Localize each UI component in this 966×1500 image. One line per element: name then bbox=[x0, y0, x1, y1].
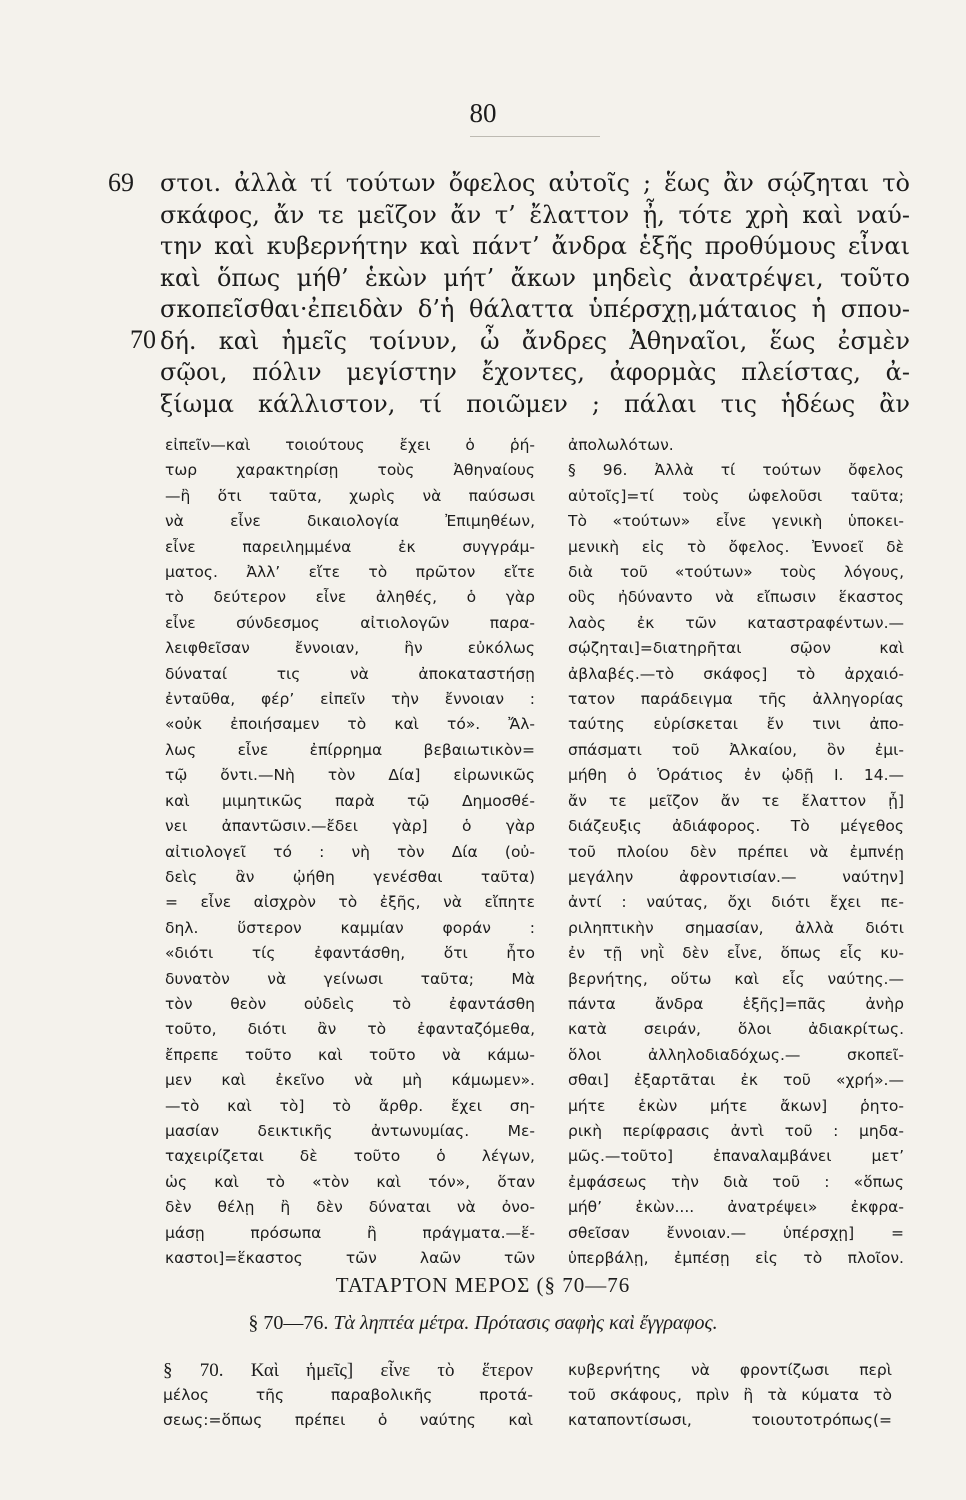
commentary-line: λαὸς ἐκ τῶν καταστραφέντων.— bbox=[568, 613, 904, 632]
commentary-line: καὶ μιμητικῶς παρὰ τῷ Δημοσθέ- bbox=[165, 791, 535, 810]
commentary-line: εἰπεῖν—καὶ τοιούτους ἔχει ὁ ῥή- bbox=[165, 436, 535, 454]
commentary-line: ρικὴ περίφρασις ἀντὶ τοῦ : μηδα- bbox=[568, 1121, 904, 1140]
commentary-line: δυνατὸν νὰ γείνωσι ταῦτα; Μὰ bbox=[165, 969, 535, 988]
commentary-line: τὸν θεὸν οὐδεὶς τὸ ἐφαντάσθη bbox=[165, 994, 535, 1013]
commentary-line: καταποντίσωσι, τοιουτοτρόπως(= bbox=[568, 1411, 892, 1429]
commentary-line: ταύτης εὑρίσκεται ἔν τινι ἀπο- bbox=[568, 715, 904, 734]
commentary-line: Τὸ «τούτων» εἶνε γενικὴ ὑποκει- bbox=[568, 512, 904, 531]
commentary-line: ὡς καὶ τὸ «τὸν καὶ τόν», ὅταν bbox=[165, 1172, 535, 1191]
commentary-line: μήτε ἑκὼν μήτε ἄκων] ῥητο- bbox=[568, 1096, 904, 1115]
section-subtitle: Τὰ ληπτέα μέτρα. Πρότασις σαφὴς καὶ ἔγγραφος. bbox=[333, 1312, 718, 1334]
commentary-line: σπάσματι τοῦ Ἀλκαίου, ὃν ἐμι- bbox=[568, 740, 904, 759]
commentary-right-column bbox=[568, 433, 904, 1271]
commentary-line: κυβερνήτης νὰ φροντίζωσι περὶ bbox=[568, 1361, 892, 1379]
commentary-line: σθαι] ἐξαρτᾶται ἐκ τοῦ «χρή».— bbox=[568, 1071, 904, 1090]
commentary-line: ματος. Ἀλλ’ εἴτε τὸ πρῶτον εἴτε bbox=[165, 563, 535, 582]
commentary-line: νει ἀπαντῶσιν.—ἔδει γὰρ] ὁ γὰρ bbox=[165, 817, 535, 836]
verse-number-70: 70 bbox=[130, 325, 156, 354]
commentary-line: τοῦ σκάφους, πρὶν ἢ τὰ κύματα τὸ bbox=[568, 1386, 892, 1404]
commentary-line: σθεῖσαν ἔννοιαν.— ὑπέρσχῃ] = bbox=[568, 1223, 904, 1242]
commentary-line: ἀβλαβές.—τὸ σκάφος] τὸ ἀρχαιό- bbox=[568, 664, 904, 683]
verse-number-69: 69 bbox=[108, 168, 134, 197]
commentary-line: μάσῃ πρόσωπα ἢ πράγματα.—ἕ- bbox=[165, 1223, 535, 1242]
commentary-line: αὐτοῖς]=τί τοὺς ὠφελοῦσι ταῦτα; bbox=[568, 486, 904, 505]
commentary-line: τοῦτο, διότι ἂν τὸ ἐφανταζόμεθα, bbox=[165, 1020, 535, 1039]
commentary-line: βερνήτης, οὕτω καὶ εἷς ναύτης.— bbox=[568, 969, 904, 988]
commentary-line: § 70. Καὶ ἡμεῖς] εἶνε τὸ ἕτερον bbox=[163, 1360, 533, 1381]
commentary-line: εἶνε σύνδεσμος αἰτιολογῶν παρα- bbox=[165, 613, 535, 632]
commentary-line: ταχειρίζεται δὲ τοῦτο ὁ λέγων, bbox=[165, 1147, 535, 1166]
commentary-line: οὓς ἠδύναντο νὰ εἴπωσιν ἕκαστος bbox=[568, 588, 904, 607]
commentary-line: κατὰ σειράν, ὅλοι ἀδιακρίτως. bbox=[568, 1020, 904, 1039]
page-number-rule bbox=[470, 136, 600, 137]
main-text-line: δή. καὶ ἡμεῖς τοίνυν, ὦ ἄνδρες Ἀθηναῖοι, ἕως ἐσμὲν bbox=[160, 326, 910, 355]
commentary-line: μενικὴ εἰς τὸ ὄφελος. Ἐννοεῖ δὲ bbox=[568, 537, 904, 556]
commentary-line: αἰτιολογεῖ τό : νὴ τὸν Δία (οὐ- bbox=[165, 842, 535, 861]
commentary-line: ἀπολωλότων. bbox=[568, 436, 674, 454]
main-text-line: σκοπεῖσθαι·ἐπειδὰν δ’ἡ θάλαττα ὑπέρσχῃ,μάταιος ἡ σπου- bbox=[160, 295, 910, 323]
main-text-line: στοι. ἀλλὰ τί τούτων ὄφελος αὐτοῖς ; ἕως ἂν σῴζηται τὸ bbox=[160, 169, 910, 197]
commentary-line: δύναταί τις νὰ ἀποκαταστήσῃ bbox=[165, 664, 535, 683]
commentary-line: δὲν θέλῃ ἢ δὲν δύναται νὰ ὀνο- bbox=[165, 1198, 535, 1217]
commentary-bottom-right bbox=[568, 1358, 892, 1433]
commentary-line: «διότι τίς ἐφαντάσθη, ὅτι ἦτο bbox=[165, 944, 535, 963]
commentary-line: ὑπερβάλῃ, ἐμπέσῃ εἰς τὸ πλοῖον. bbox=[568, 1249, 904, 1267]
commentary-line: ἀντί : ναύτας, ὄχι διότι ἔχει πε- bbox=[568, 893, 904, 912]
commentary-line: = εἶνε αἰσχρὸν τὸ ἐξῆς, νὰ εἴπητε bbox=[165, 893, 535, 912]
commentary-line: νὰ εἶνε δικαιολογία Ἐπιμηθέων, bbox=[165, 512, 535, 531]
commentary-line: δηλ. ὕστερον καμμίαν φοράν : bbox=[165, 918, 535, 937]
commentary-line: § 96. Ἀλλὰ τί τούτων ὄφελος bbox=[568, 461, 904, 480]
commentary-line: μασίαν δεικτικῆς ἀντωνυμίας. Με- bbox=[165, 1121, 535, 1140]
commentary-line: διάζευξις ἀδιάφορος. Τὸ μέγεθος bbox=[568, 817, 904, 836]
commentary-line: πάντα ἄνδρα ἑξῆς]=πᾶς ἀνὴρ bbox=[568, 994, 904, 1013]
commentary-line: τατον παράδειγμα τῆς ἀλληγορίας bbox=[568, 690, 904, 709]
commentary-bottom-left bbox=[163, 1358, 533, 1433]
commentary-line: τωρ χαρακτηρίσῃ τοὺς Ἀθηναίους bbox=[165, 461, 535, 480]
commentary-line: —ἢ ὅτι ταῦτα, χωρὶς νὰ παύσωσι bbox=[165, 486, 535, 505]
commentary-left-column bbox=[165, 433, 535, 1271]
main-text-line: την καὶ κυβερνήτην καὶ πάντ’ ἄνδρα ἑξῆς προθύμους εἶναι bbox=[160, 232, 910, 260]
main-text-line: ξίωμα κάλλιστον, τί ποιῶμεν ; πάλαι τις ἡδέως ἂν bbox=[160, 389, 910, 418]
main-text-line: σῷοι, πόλιν μεγίστην ἔχοντες, ἀφορμὰς πλείστας, ἀ- bbox=[160, 358, 910, 386]
commentary-line: τῷ ὄντι.—Νὴ τὸν Δία] εἰρωνικῶς bbox=[165, 766, 535, 785]
section-heading: ΤΑΤΑΡΤΟΝ ΜΕΡΟΣ (§ 70—76 bbox=[335, 1273, 631, 1297]
commentary-line: σῴζηται]=διατηρῆται σῷον καὶ bbox=[568, 639, 904, 658]
commentary-line: ἐν τῇ νηῒ δὲν εἶνε, ὅπως εἷς κυ- bbox=[568, 944, 904, 963]
commentary-line: δεὶς ἂν ᾠήθη γενέσθαι ταῦτα) bbox=[165, 867, 535, 886]
commentary-line: εἶνε παρειλημμένα ἐκ συγγράμ- bbox=[165, 537, 535, 556]
section-subheading bbox=[0, 1312, 966, 1335]
commentary-line: «οὐκ ἐποιήσαμεν τὸ καὶ τό». Ἄλ- bbox=[165, 715, 535, 734]
commentary-line: τὸ δεύτερον εἶνε ἀληθές, ὁ γὰρ bbox=[165, 588, 535, 607]
commentary-line: καστοι]=ἕκαστος τῶν λαῶν τῶν bbox=[165, 1249, 535, 1267]
commentary-line: —τὸ καὶ τὸ] τὸ ἄρθρ. ἔχει ση- bbox=[165, 1096, 535, 1115]
commentary-line: τοῦ πλοίου δὲν πρέπει νὰ ἐμπνέῃ bbox=[568, 842, 904, 861]
main-text-line: σκάφος, ἄν τε μεῖζον ἄν τ’ ἔλαττον ᾖ, τότε χρὴ καὶ ναύ- bbox=[160, 200, 910, 229]
main-text-line: καὶ ὅπως μήθ’ ἑκὼν μήτ’ ἄκων μηδεὶς ἀνατρέψει, τοῦτο bbox=[160, 263, 910, 292]
page-number: 80 bbox=[469, 98, 497, 128]
main-greek-text bbox=[160, 168, 910, 420]
commentary-line: διὰ τοῦ «τούτων» τοὺς λόγους, bbox=[568, 563, 904, 582]
commentary-line: λως εἶνε ἐπίρρημα βεβαιωτικὸν= bbox=[165, 740, 535, 759]
commentary-line: ὅλοι ἀλληλοδιαδόχως.— σκοπεῖ- bbox=[568, 1045, 904, 1064]
commentary-line: μῶς.—τοῦτο] ἐπαναλαμβάνει μετ’ bbox=[568, 1147, 904, 1166]
commentary-line: μεν καὶ ἐκεῖνο νὰ μὴ κάμωμεν». bbox=[165, 1071, 535, 1090]
commentary-line: ἔπρεπε τοῦτο καὶ τοῦτο νὰ κάμω- bbox=[165, 1045, 535, 1064]
commentary-line: ριληπτικὴν σημασίαν, ἀλλὰ διότι bbox=[568, 918, 904, 937]
commentary-line: λειφθεῖσαν ἔννοιαν, ἣν εὐκόλως bbox=[165, 639, 535, 658]
commentary-line: μήθη ὁ Ὁράτιος ἐν ᾠδῇ Ι. 14.— bbox=[568, 766, 904, 785]
commentary-line: μεγάλην ἀφροντισίαν.— ναύτην] bbox=[568, 867, 904, 886]
section-reference: § 70—76. bbox=[248, 1312, 329, 1334]
commentary-line: σεως:=ὅπως πρέπει ὁ ναύτης καὶ bbox=[163, 1411, 533, 1429]
commentary-line: ἐνταῦθα, φέρ’ εἰπεῖν τὴν ἔννοιαν : bbox=[165, 690, 535, 709]
commentary-line: ἄν τε μεῖζον ἄν τε ἔλαττον ᾖ] bbox=[568, 791, 904, 810]
commentary-line: μέλος τῆς παραβολικῆς προτά- bbox=[163, 1386, 533, 1404]
commentary-line: μήθ’ ἑκὼν.... ἀνατρέψει» ἐκφρα- bbox=[568, 1198, 904, 1217]
commentary-line: ἐμφάσεως τὴν διὰ τοῦ : «ὅπως bbox=[568, 1172, 904, 1191]
